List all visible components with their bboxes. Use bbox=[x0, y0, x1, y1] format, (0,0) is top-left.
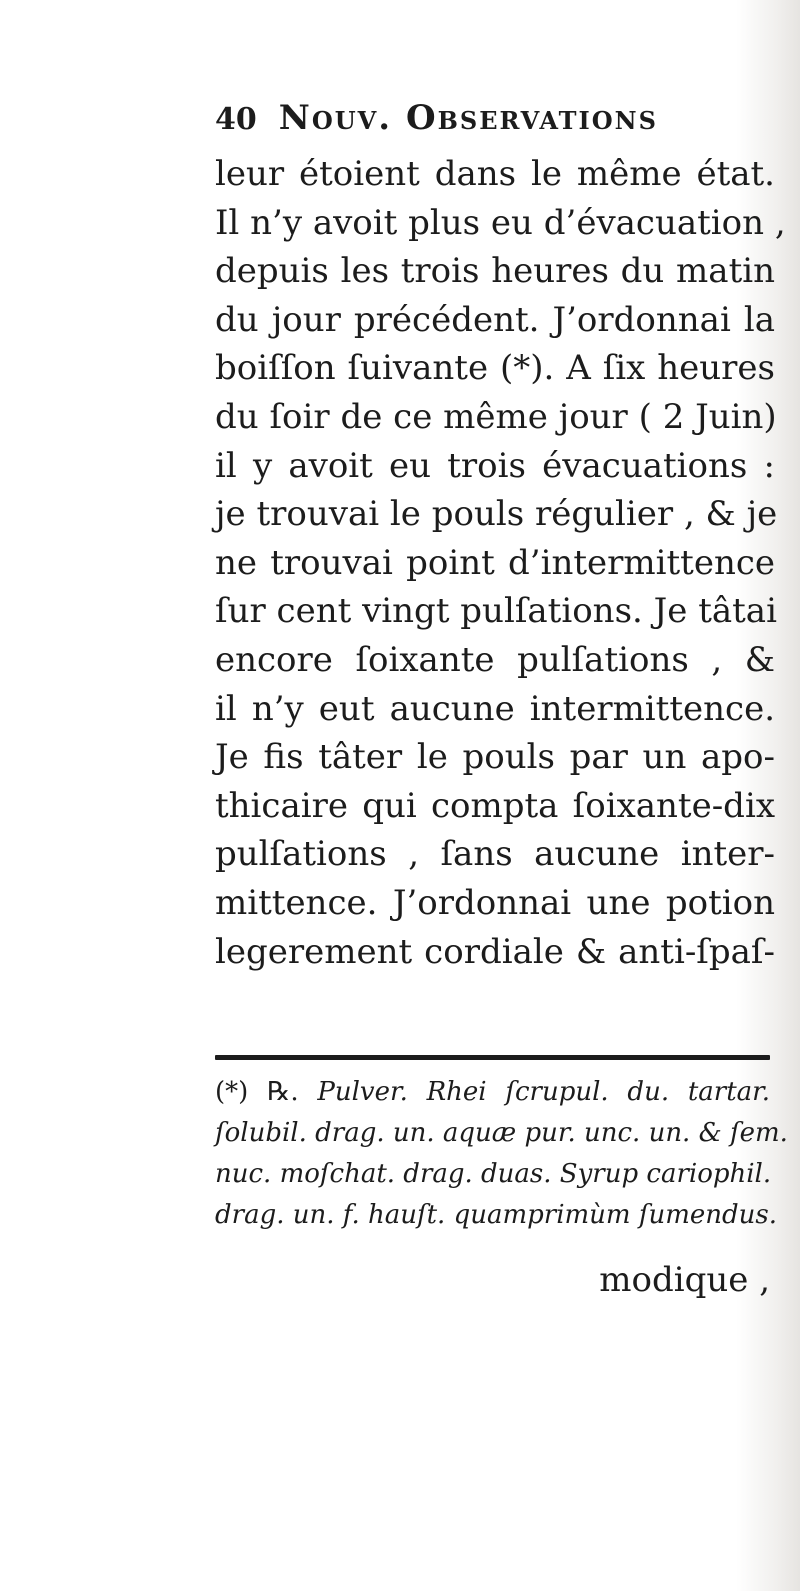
footnote bbox=[215, 1072, 788, 1236]
text-line: encore ſoixante pulſations , & bbox=[215, 639, 775, 680]
footnote-line bbox=[215, 1072, 770, 1113]
footnote-marker: (*) bbox=[215, 1077, 249, 1107]
text-line: boiſſon ſuivante (*). A ſix heures bbox=[215, 348, 775, 389]
text-line: Je fis tâter le pouls par un apo- bbox=[215, 737, 775, 778]
footnote-line: ſolubil. drag. un. aquæ pur. unc. un. & ſem. bbox=[215, 1118, 788, 1148]
text-line: leur étoient dans le même état. bbox=[215, 154, 775, 194]
footnote-separator-rule bbox=[215, 1055, 770, 1060]
text-line: legerement cordiale & anti-ſpaſ- bbox=[215, 931, 775, 972]
running-title: Nouv. Observations bbox=[278, 98, 658, 138]
text-line: il y avoit eu trois évacuations : bbox=[215, 445, 775, 486]
footnote-line: drag. un. f. hauſt. quamprimùm ſumendus. bbox=[215, 1200, 777, 1230]
footnote-line-text: Pulver. Rhei ſcrupul. du. tartar. bbox=[317, 1077, 770, 1107]
main-text bbox=[215, 150, 786, 976]
page-number: 40 bbox=[215, 102, 257, 137]
text-line: il n’y eut aucune intermittence. bbox=[215, 688, 775, 729]
text-line: ne trouvai point d’intermittence bbox=[215, 542, 775, 583]
text-line: mittence. J’ordonnai une potion bbox=[215, 882, 775, 923]
text-line: pulſations , ſans aucune inter- bbox=[215, 834, 775, 875]
recipe-symbol: ℞. bbox=[267, 1077, 299, 1107]
page-header bbox=[215, 98, 755, 150]
text-line: Il n’y avoit plus eu d’évacuation , bbox=[215, 202, 786, 243]
text-line: je trouvai le pouls régulier , & je bbox=[215, 494, 778, 535]
text-line: thicaire qui compta ſoixante-dix bbox=[215, 785, 775, 826]
text-line: depuis les trois heures du matin bbox=[215, 251, 775, 292]
text-line: du ſoir de ce même jour ( 2 Juin) bbox=[215, 396, 777, 437]
catchword: modique , bbox=[599, 1260, 770, 1300]
text-line: ſur cent vingt pulſations. Je tâtai bbox=[215, 591, 777, 632]
text-line: du jour précédent. J’ordonnai la bbox=[215, 299, 775, 340]
footnote-line: nuc. moſchat. drag. duas. Syrup cariophil. bbox=[215, 1159, 772, 1189]
